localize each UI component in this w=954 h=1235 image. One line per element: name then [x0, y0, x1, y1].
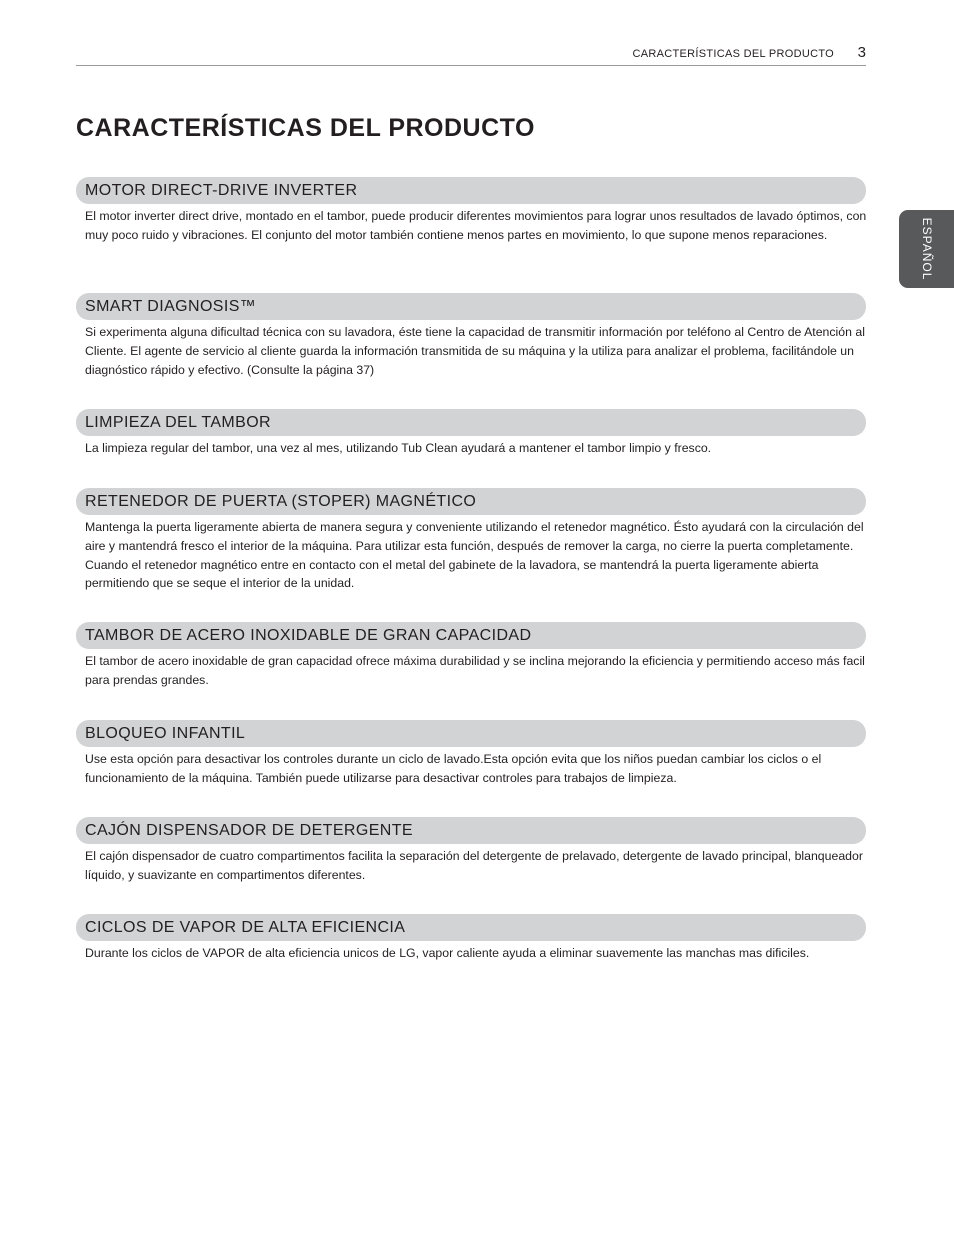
section-body: Mantenga la puerta ligeramente abierta de manera segura y conveniente utilizando el retenedor magnético. Ésto ayudará con la circulación del aire y mantendrá fresco el interior de la máquina. Para utilizar esta función, después de remover la carga, no cierre la puerta completamente. Cuando el retenedor magnético entre en contacto con el metal del gabinete de la lavadora, se mantendrá la puerta ligeramente abierta permitiendo que se seque el interior de la unidad.: [85, 520, 864, 591]
section-heading: TAMBOR DE ACERO INOXIDABLE DE GRAN CAPACIDAD: [85, 627, 532, 644]
running-header: [76, 45, 866, 66]
feature-motor-inverter: [76, 177, 866, 245]
section-heading-bar: [76, 177, 866, 204]
section-heading: BLOQUEO INFANTIL: [85, 725, 246, 742]
feature-cajon-dispensador: [76, 817, 866, 885]
section-body: Use esta opción para desactivar los controles durante un ciclo de lavado.Esta opción evita que los niños puedan cambiar los ciclos o el funcionamiento de la máquina. También puede utilizarse para desactivar controles para trabajos de limpieza.: [85, 752, 822, 785]
section-heading: SMART DIAGNOSIS™: [85, 298, 257, 315]
feature-retenedor-puerta: [76, 488, 866, 593]
section-body: El tambor de acero inoxidable de gran capacidad ofrece máxima durabilidad y se inclina mejorando la eficiencia y permitiendo acceso más facil para prendas grandes.: [85, 654, 865, 687]
page-number: 3: [857, 44, 866, 61]
language-tab: [899, 210, 954, 288]
section-heading: RETENEDOR DE PUERTA (STOPER) MAGNÉTICO: [85, 493, 477, 510]
feature-smart-diagnosis: [76, 293, 866, 379]
section-heading: CAJÓN DISPENSADOR DE DETERGENTE: [85, 822, 414, 839]
feature-ciclos-vapor: [76, 914, 866, 963]
page-title: CARACTERÍSTICAS DEL PRODUCTO: [76, 114, 535, 142]
section-heading-bar: [76, 622, 866, 649]
section-body: Durante los ciclos de VAPOR de alta eficiencia unicos de LG, vapor caliente ayuda a eliminar suavemente las manchas mas dificiles.: [85, 946, 810, 960]
section-heading: MOTOR DIRECT-DRIVE INVERTER: [85, 182, 358, 199]
section-heading-bar: [76, 817, 866, 844]
section-heading: LIMPIEZA DEL TAMBOR: [85, 414, 272, 431]
section-heading-bar: [76, 293, 866, 320]
feature-limpieza-tambor: [76, 409, 866, 458]
section-heading-bar: [76, 409, 866, 436]
running-header-section: CARACTERÍSTICAS DEL PRODUCTO: [632, 48, 834, 60]
language-tab-label: ESPAÑOL: [919, 217, 934, 281]
feature-bloqueo-infantil: [76, 720, 866, 788]
section-heading-bar: [76, 720, 866, 747]
section-heading-bar: [76, 488, 866, 515]
feature-tambor-acero: [76, 622, 866, 690]
section-body: El cajón dispensador de cuatro compartimentos facilita la separación del detergente de prelavado, detergente de lavado principal, blanqueador líquido, y suavizante en compartimentos diferentes.: [85, 849, 863, 882]
section-body: La limpieza regular del tambor, una vez al mes, utilizando Tub Clean ayudará a mantener el tambor limpio y fresco.: [85, 441, 712, 455]
section-heading-bar: [76, 914, 866, 941]
section-body: El motor inverter direct drive, montado en el tambor, puede producir diferentes movimientos para lograr unos resultados de lavado óptimos, con muy poco ruido y vibraciones. El conjunto del motor también contiene menos partes en movimiento, lo que supone menos reparaciones.: [85, 209, 867, 242]
section-heading: CICLOS DE VAPOR DE ALTA EFICIENCIA: [85, 919, 406, 936]
section-body: Si experimenta alguna dificultad técnica con su lavadora, éste tiene la capacidad de transmitir información por teléfono al Centro de Atención al Cliente. El agente de servicio al cliente guarda la información transmitida de su máquina y la utiliza para analizar el problema, facilitándole un diagnóstico rápido y efectivo. (Consulte la página 37): [85, 325, 865, 377]
